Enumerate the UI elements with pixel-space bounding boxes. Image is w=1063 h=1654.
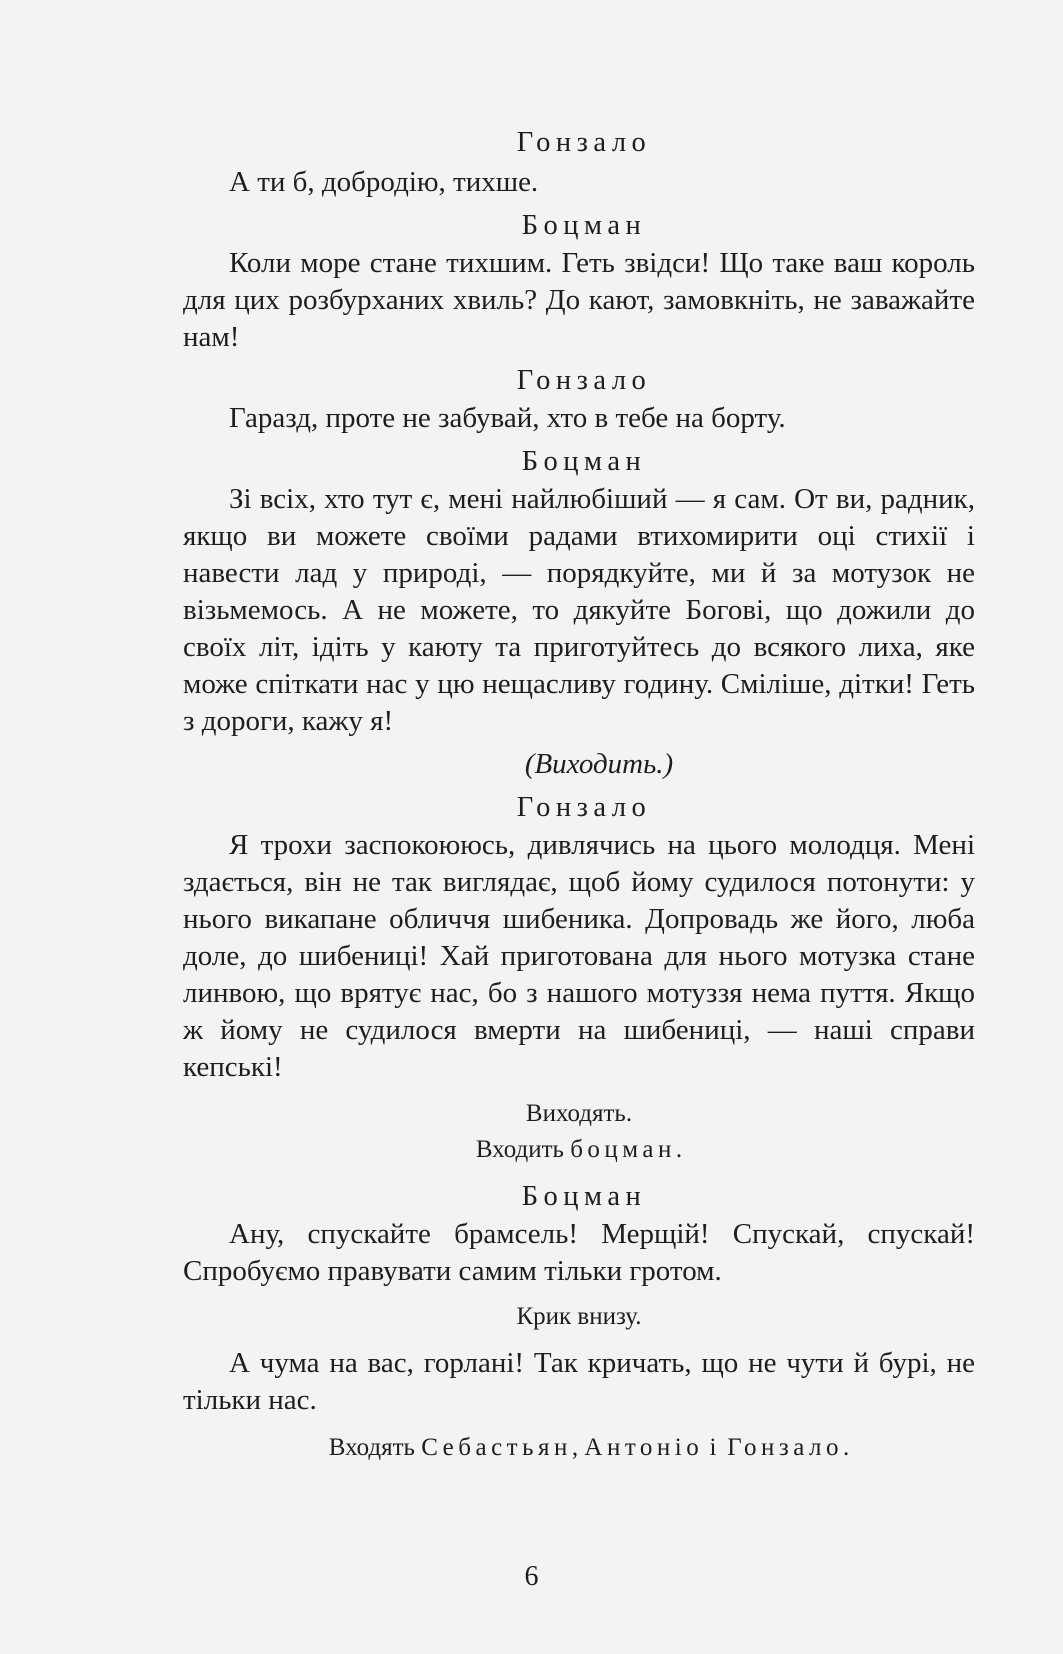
stage-direction: Виходять. bbox=[525, 1100, 633, 1127]
character-name: Антоніо bbox=[584, 1434, 704, 1461]
stage-direction: Крик внизу. bbox=[516, 1303, 642, 1330]
speaker-name: Гонзало bbox=[516, 792, 652, 823]
speaker-name: Гонзало bbox=[516, 127, 652, 158]
stage-direction: (Виходить.) bbox=[524, 748, 674, 780]
speaker-name: Боцман bbox=[521, 210, 647, 241]
stage-direction-punct: . bbox=[675, 1136, 683, 1163]
character-name: Себастьян bbox=[421, 1434, 572, 1461]
page-number: 6 bbox=[524, 1561, 539, 1592]
stage-direction-conjunction: і bbox=[709, 1434, 721, 1461]
speaker-name: Гонзало bbox=[516, 365, 652, 396]
speech-text: Зі всіх, хто тут є, мені найлюбіший — я сам. От ви, радник, якщо ви можете своїми радами втихомирити оці стихії і навести лад у природі, — порядкуйте, ми й за мотузок не візьмемось. А не можете, то дякуйте Богові, що дожили до своїх літ, ідіть у каюту та приготуйтесь до всякого лиха, яке може спіткати нас у цю нещасливу годину. Сміліше, дітки! Геть з дороги, кажу я! bbox=[183, 483, 975, 737]
page-text bbox=[183, 124, 975, 1466]
stage-direction-verb: Входять bbox=[328, 1434, 415, 1461]
stage-direction-punct: , bbox=[571, 1434, 579, 1461]
speech-text: Ану, спускайте брамсель! Мерщій! Спускай, спускай! Спробуємо правувати самим тільки гротом. bbox=[183, 1218, 975, 1287]
speech-text: Гаразд, проте не забувай, хто в тебе на борту. bbox=[229, 402, 786, 434]
speech-text: Я трохи заспокоююсь, дивлячись на цього молодця. Мені здається, він не так виглядає, щоб йому судилося потонути: у нього викапане обличчя шибеника. Допровадь же його, люба доле, до шибениці! Хай приготована для нього мотузка стане линвою, що врятує нас, бо з нашого мотуззя нема пуття. Якщо ж йому не судилося вмерти на шибениці, — наші справи кепські! bbox=[183, 829, 975, 1083]
character-name: Гонзало bbox=[727, 1434, 844, 1461]
stage-direction-punct: . bbox=[843, 1434, 850, 1461]
stage-direction bbox=[183, 1429, 975, 1466]
speech-text: А чума на вас, горлані! Так кричать, що не чути й бурі, не тільки нас. bbox=[183, 1347, 975, 1416]
speaker-name: Боцман bbox=[521, 446, 647, 477]
speaker-name: Боцман bbox=[521, 1181, 647, 1212]
stage-direction-verb: Входить bbox=[475, 1136, 564, 1163]
character-name: боцман bbox=[570, 1136, 676, 1163]
stage-direction bbox=[183, 1132, 975, 1168]
speech-text: А ти б, добродію, тихше. bbox=[229, 166, 539, 198]
speech-text: Коли море стане тихшим. Геть звідси! Що таке ваш король для цих розбурханих хвиль? До кают, замовкніть, не заважайте нам! bbox=[183, 247, 975, 353]
